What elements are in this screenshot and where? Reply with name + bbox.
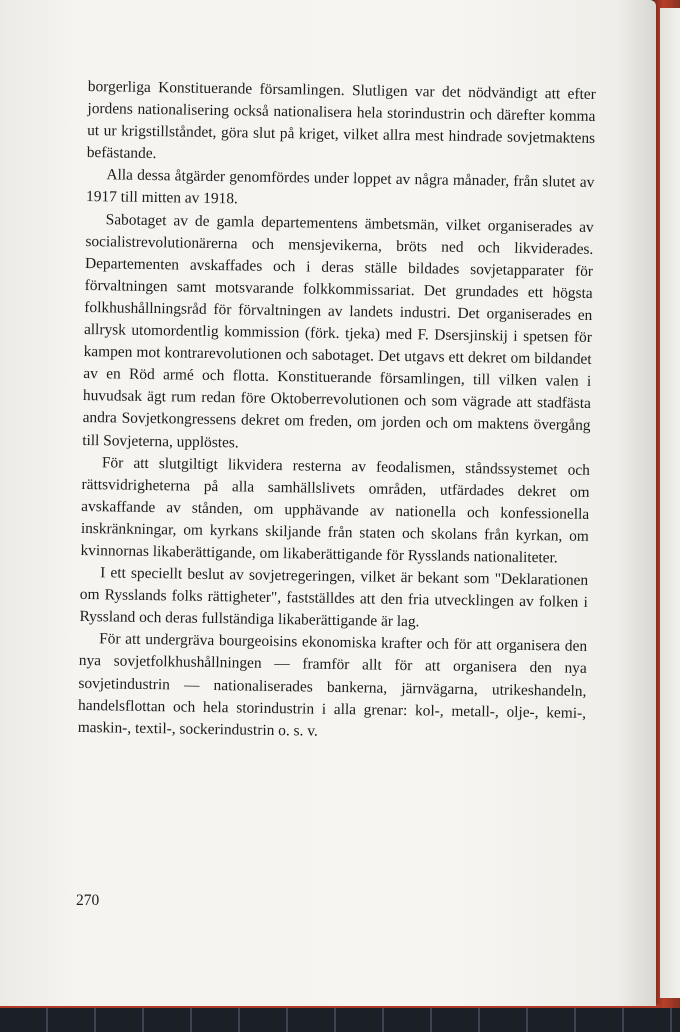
paragraph: Sabotaget av de gamla departementens ämbetsmän, vilket organiserades av socialistrevolutionärerna och mensjevikerna, bröts ned och likviderades. Departementen avskaffades och i deras ställe bildades sovjetapparater för förvaltningen samt motsvarande folkkommissariat. Det grundades ett högsta folkhushållningsråd för förvaltningen av landets industri. Det organiserades en allrysk utomordentlig kommission (förk. tjeka) med F. Dsersjinskij i spetsen för kampen mot kontrarevolutionen och sabotaget. Det utgavs ett dekret om bildandet av en Röd armé och flotta. Konstituerande församlingen, till vilken valen i huvudsak ägt rum redan före Oktoberrevolutionen och som vägrade att stadfästa andra Sovjetkongressens dekret om freden, om jorden och om maktens övergång till Sovjeterna, upplöstes. [82,210,594,451]
page-number: 270 [76,892,100,909]
body-text [78,76,596,747]
next-page-edge [660,8,680,998]
scan-bed-strip [0,1008,680,1032]
paragraph: I ett speciellt beslut av sovjetregeringen, vilket är bekant som "Deklarationen om Rysslands folks rättigheter", fastställdes att den fria utvecklingen av folken i Ryssland och deras fullständiga likaberättigande är lag. [79,564,589,631]
paragraph: För att undergräva bourgeoisins ekonomiska krafter och för att organisera den nya sovjetfolkhushållningen — framför allt för att organisera den nya sovjetindustrin — nationaliserades bankerna, järnvägarna, utrikeshandeln, handelsflottan och hela storindustrin i alla grenar: kol-, metall-, olje-, kemi-, maskin-, textil-, sockerindustrin o. s. v. [77,630,588,740]
paragraph-continuation: borgerliga Konstituerande församlingen. Slutligen var det nödvändigt att efter jordens nationalisering också nationalisera hela storindustrin och därefter komma ut ur krigstillståndet, göra slut på kriget, vilket allra mest hindrade sovjetmaktens befästande. [86,77,596,163]
paragraph: Alla dessa åtgärder genomfördes under loppet av några månader, från slutet av 1917 till mitten av 1918. [85,166,595,208]
paragraph: För att slutgiltigt likvidera resterna av feodalismen, ståndssystemet och rättsvidrigheterna på alla samhällslivets områden, utfärdades dekret om avskaffande av stånden, om upphävande av nationella och konfessionella inskränkningar, om kyrkans skiljande från staten och skolans från kyrkan, om kvinnornas likaberättigande, om likaberättigande för Rysslands nationaliteter. [80,453,591,567]
